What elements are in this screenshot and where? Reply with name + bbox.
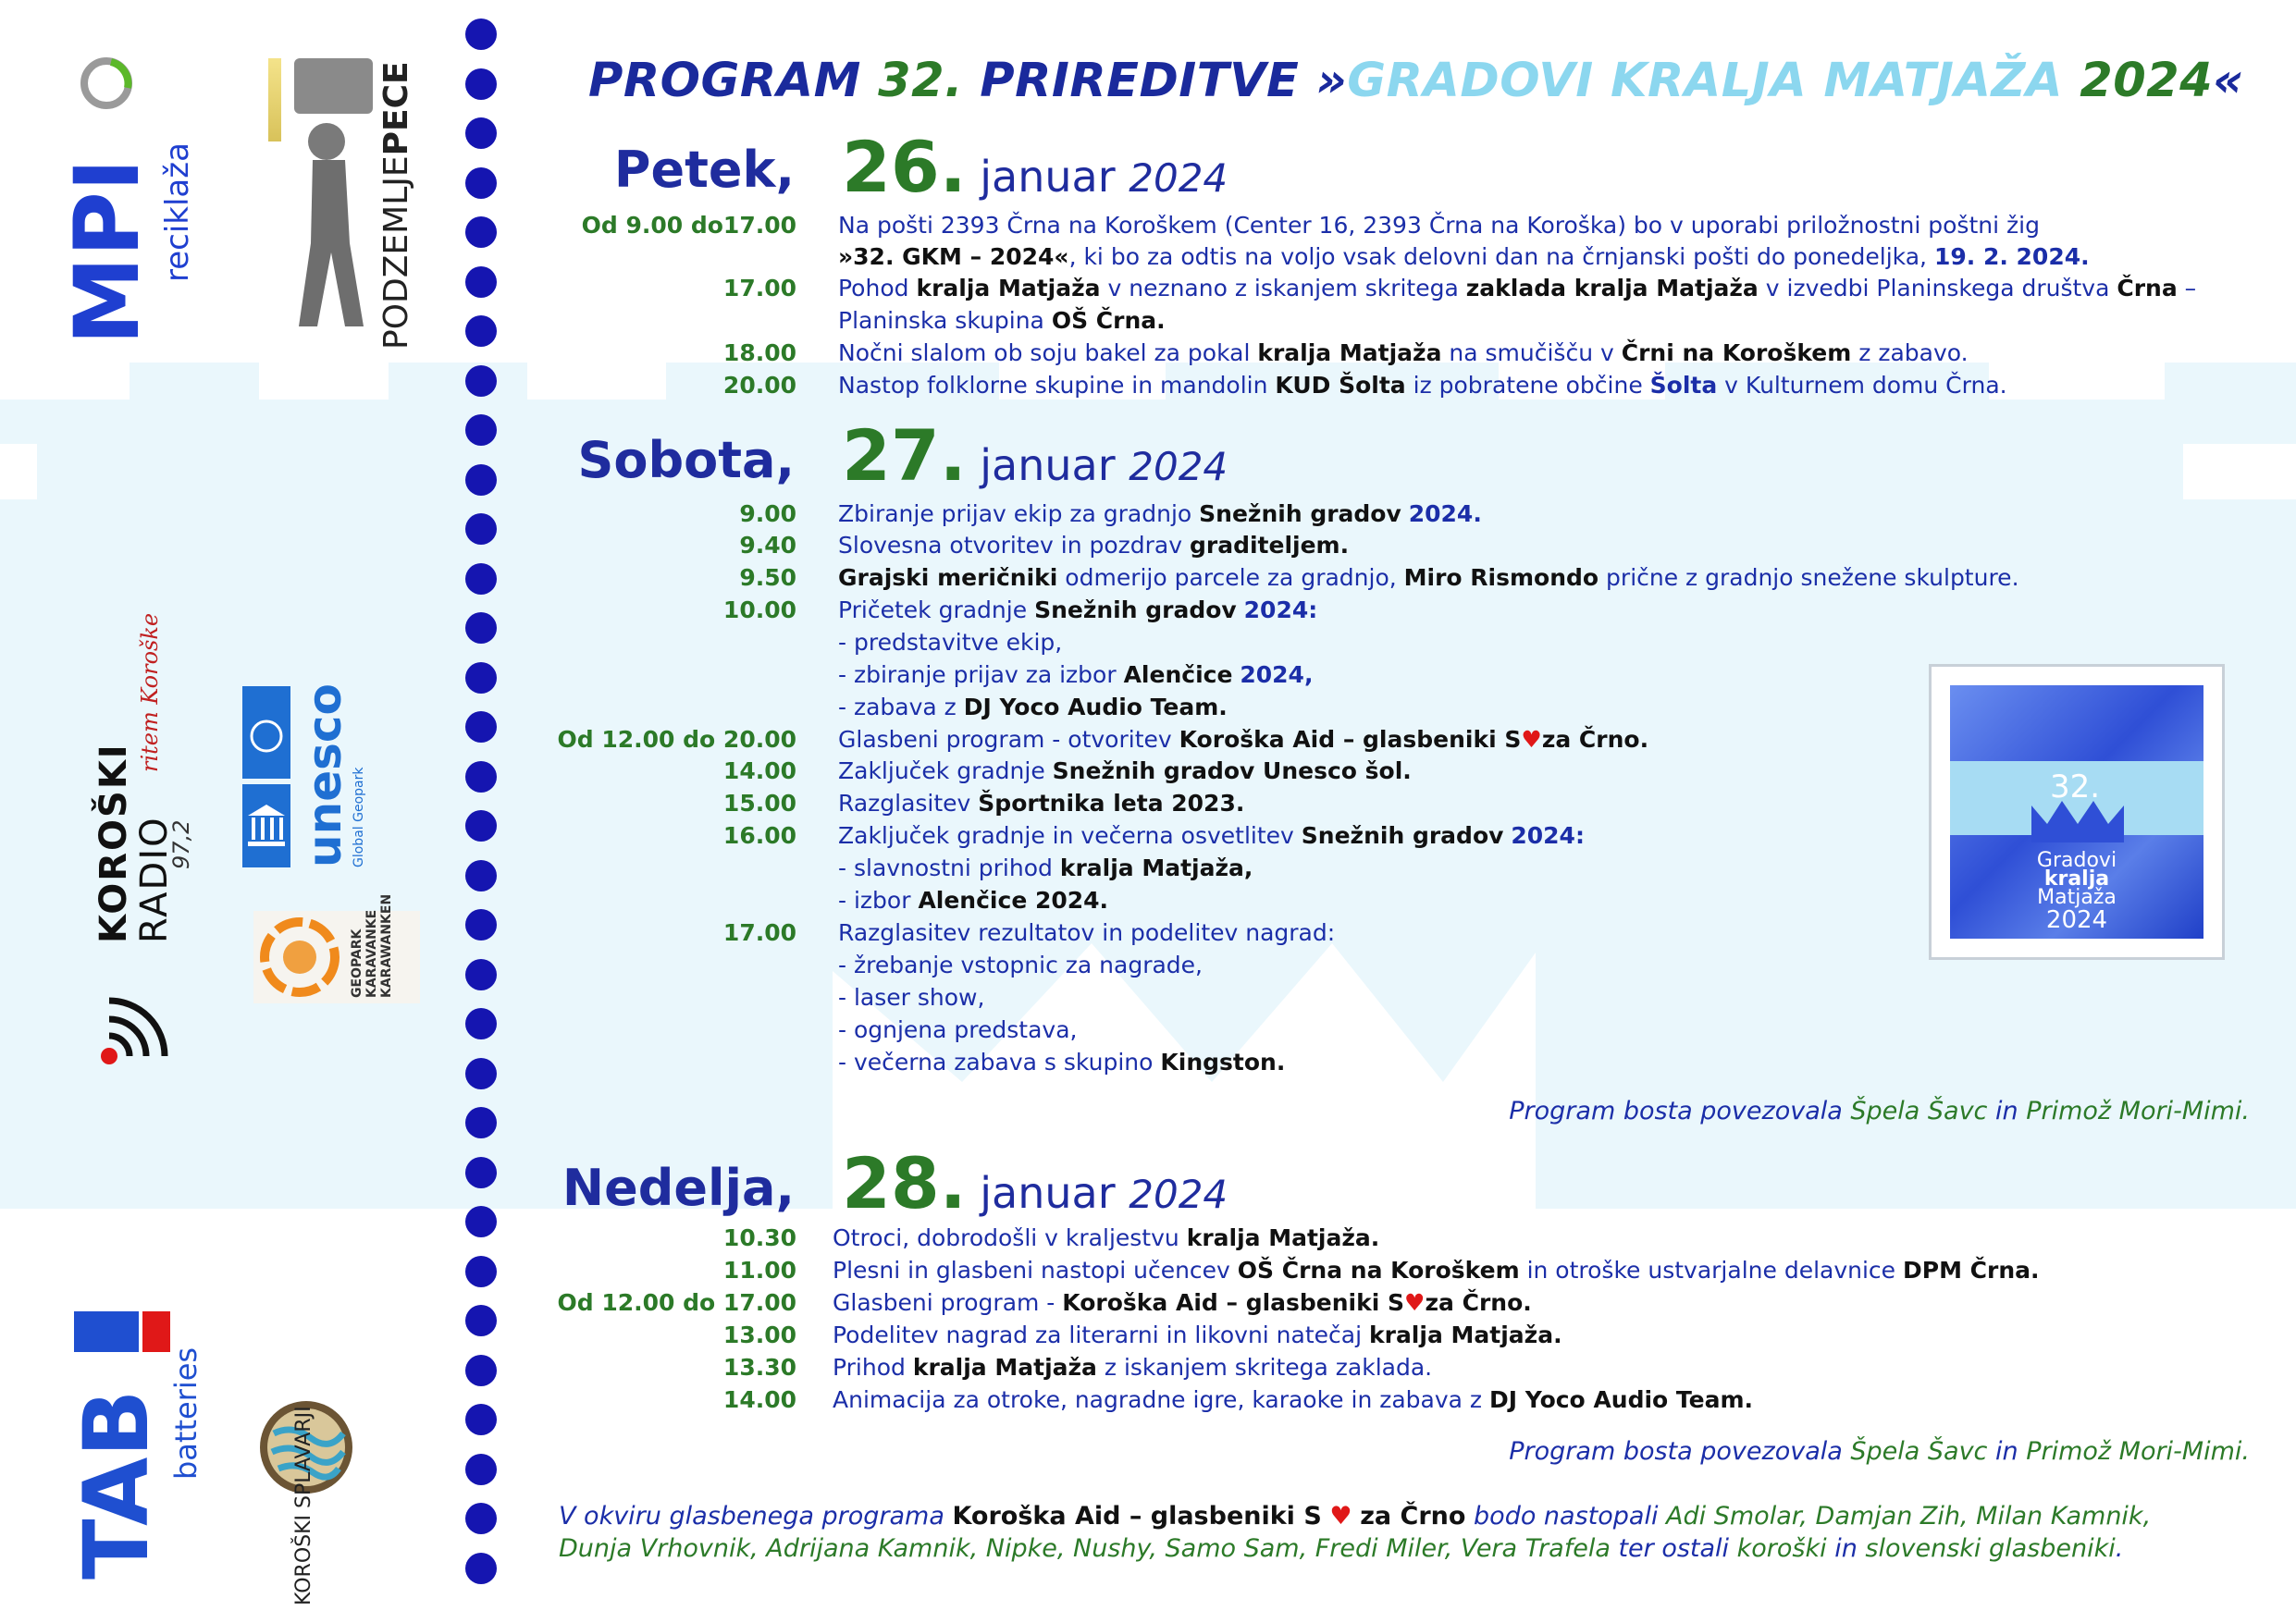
divider-dot [465,711,497,743]
radio-waves-icon [93,990,194,1091]
event-text: - slavnostni prihod kralja Matjaža, [838,855,1253,881]
radio-logo [93,592,194,1091]
event-text: Na pošti 2393 Črna na Koroškem (Center 16, 2393 Črna na Koroška) bo v uporabi priložnostni poštni žig [838,212,2040,239]
host-note: Program bosta povezovala Špela Šavc in Primož Mori-Mimi. [1509,1437,2250,1466]
event-time: 10.00 [722,596,796,623]
page-title: PROGRAM 32. PRIREDITVE »GRADOVI KRALJA MATJAŽA 2024« [588,54,2244,108]
host-note: Program bosta povezovala Špela Šavc in Primož Mori-Mimi. [1509,1097,2250,1125]
divider-dot [465,612,497,644]
miner-icon [276,58,377,336]
event-text: - zbiranje prijav za izbor Alenčice 2024, [838,661,1314,688]
divider-dot [465,1157,497,1188]
event-text: Glasbeni program - Koroška Aid – glasbeniki S♥za Črno. [833,1289,1532,1316]
recycle-icon [74,51,139,116]
event-time: 9.00 [739,500,796,527]
event-text: Planinska skupina OŠ Črna. [838,307,1166,334]
splavarji-logo [252,1359,363,1609]
divider-dot [465,1305,497,1336]
event-text: Animacija za otroke, nagradne igre, karaoke in zabava z DJ Yoco Audio Team. [833,1386,1754,1413]
divider-dot [465,761,497,793]
event-time: 13.30 [722,1354,796,1381]
divider-dot [465,266,497,298]
event-text: - večerna zabava s skupino Kingston. [838,1049,1286,1076]
divider-dot [465,1107,497,1138]
tab-sub: batteries [168,1346,204,1480]
event-text: - laser show, [838,984,985,1011]
unesco-wordmark: unesco [298,683,352,867]
geopark-icon [259,916,340,998]
day-date: 28. januar 2024 [842,1142,1228,1224]
unesco-sub: Global Geopark [352,767,366,867]
day-label: Sobota, [577,431,795,489]
castle-merlon [0,363,130,400]
divider-dot [465,1404,497,1435]
geopark-logo [253,893,420,1003]
event-time: Od 9.00 do17.00 [581,212,796,239]
event-time: 9.50 [739,564,796,591]
divider-dot [465,860,497,891]
divider-dot [465,1008,497,1039]
event-text: Slovesna otvoritev in pozdrav graditeljem. [838,532,1350,559]
event-time: 17.00 [722,919,796,946]
event-text: Zaključek gradnje in večerna osvetlitev Snežnih gradov 2024: [838,822,1585,849]
event-time: 9.40 [739,532,796,559]
event-time: Od 12.00 do 20.00 [557,726,796,753]
event-text: Pohod kralja Matjaža v neznano z iskanjem skritega zaklada kralja Matjaža v izvedbi Planinskega društva Črna – [838,275,2197,301]
day-date: 26. januar 2024 [842,126,1228,208]
event-time: 20.00 [722,372,796,399]
event-time: 18.00 [722,339,796,366]
divider-dot [465,1058,497,1089]
radio-frequency: 97,2 [168,819,194,869]
event-text: - izbor Alenčice 2024. [838,887,1109,914]
globe-icon [248,718,285,755]
divider-dot [465,117,497,149]
event-text: - ognjena predstava, [838,1016,1078,1043]
divider-dot [465,909,497,941]
day-label: Nedelja, [562,1159,795,1217]
pece-wordmark: PODZEMLJEPECE [377,61,415,350]
event-text: - zabava z DJ Yoco Audio Team. [838,694,1228,720]
divider-dot [465,1503,497,1534]
event-text: Otroci, dobrodošli v kraljestvu kralja Matjaža. [833,1224,1380,1251]
divider-dot [465,810,497,842]
day-date: 27. januar 2024 [842,414,1228,497]
tab-wordmark: TAB [65,1389,168,1580]
event-text: Zbiranje prijav ekip za gradnjo Snežnih gradov 2024. [838,500,1482,527]
divider-dot [465,662,497,694]
event-time: 10.30 [722,1224,796,1251]
event-text: Prihod kralja Matjaža z iskanjem skritega zaklada. [833,1354,1433,1381]
day-label: Petek, [613,141,795,199]
divider-dot [465,1355,497,1386]
event-time: 14.00 [722,1386,796,1413]
unesco-logo [242,683,366,871]
stamp-image [1929,664,2225,960]
event-text: - žrebanje vstopnic za nagrade, [838,952,1203,978]
event-time: 11.00 [722,1257,796,1284]
divider-dot [465,315,497,347]
mpi-wordmark: MPI [56,158,159,345]
event-time: 17.00 [722,275,796,301]
event-text: Razglasitev rezultatov in podelitev nagrad: [838,919,1336,946]
divider-dot [465,68,497,100]
event-text: »32. GKM – 2024«, ki bo za odtis na voljo vsak delovni dan na črnjanski pošti do ponedeljka, 19. 2. 2024. [838,243,2090,270]
castle-merlon [1989,363,2165,400]
divider-dot [465,414,497,446]
divider-dot [465,167,497,199]
event-text: Plesni in glasbeni nastopi učencev OŠ Črna na Koroškem in otroške ustvarjalne delavnice DPM Črna. [833,1257,2040,1284]
pece-logo [268,54,426,359]
castle-merlon [0,444,37,499]
radio-name-2: RADIO [133,816,176,943]
divider-dot [465,1206,497,1237]
divider-dot [465,1454,497,1485]
event-time: 16.00 [722,822,796,849]
footer-line: V okviru glasbenega programa Koroška Aid – glasbeniki S ♥ za Črno bodo nastopali Adi Smolar, Damjan Zih, Milan Kamnik, [559,1502,2152,1531]
mpi-sub: reciklaža [159,142,196,282]
divider-dot [465,464,497,496]
divider-dot [465,1553,497,1584]
radio-slogan: ritem Koroške [137,612,163,772]
event-time: 13.00 [722,1322,796,1348]
event-text: Glasbeni program - otvoritev Koroška Aid – glasbeniki S♥za Črno. [838,726,1649,753]
stamp-number: 32. [2050,768,2101,805]
event-text: Pričetek gradnje Snežnih gradov 2024: [838,596,1318,623]
divider-dot [465,18,497,50]
event-text: Grajski meričniki odmerijo parcele za gradnjo, Miro Rismondo prične z gradnjo snežene skulpture. [838,564,2019,591]
geopark-text: GEOPARK KARAVANKE KARAWANKEN [350,893,394,998]
castle-merlon [259,363,389,400]
castle-merlon [2183,444,2296,499]
dot-divider [465,18,497,1609]
splavarji-wordmark: KOROŠKI SPLAVARJI [292,1406,315,1605]
event-text: Podelitev nagrad za literarni in likovni natečaj kralja Matjaža. [833,1322,1562,1348]
event-text: Nočni slalom ob soju bakel za pokal kralja Matjaža na smučišču v Črni na Koroškem z zabavo. [838,339,1969,366]
temple-icon [248,805,285,847]
event-text: Razglasitev Športnika leta 2023. [838,790,1245,817]
divider-dot [465,563,497,595]
divider-dot [465,216,497,248]
event-time: 15.00 [722,790,796,817]
castle-merlon [527,363,666,400]
event-text: Zaključek gradnje Snežnih gradov Unesco šol. [838,757,1412,784]
event-time: 14.00 [722,757,796,784]
stamp-text: Gradovi kralja Matjaža 2024 [2036,849,2117,934]
divider-dot [465,1256,497,1287]
divider-dot [465,513,497,545]
event-text: - predstavitve ekip, [838,629,1063,656]
divider-dot [465,959,497,990]
event-time: Od 12.00 do 17.00 [557,1289,796,1316]
tab-logo [65,1304,204,1581]
footer-line: Dunja Vrhovnik, Adrijana Kamnik, Nipke, Nushy, Samo Sam, Fredi Miler, Vera Trafela ter ostali koroški in slovenski glasbeniki. [559,1534,2124,1563]
divider-dot [465,365,497,397]
radio-name: KOROŠKI [93,743,135,943]
event-text: Nastop folklorne skupine in mandolin KUD Šolta iz pobratene občine Šolta v Kulturnem domu Črna. [838,372,2007,399]
mpi-logo [56,51,204,347]
